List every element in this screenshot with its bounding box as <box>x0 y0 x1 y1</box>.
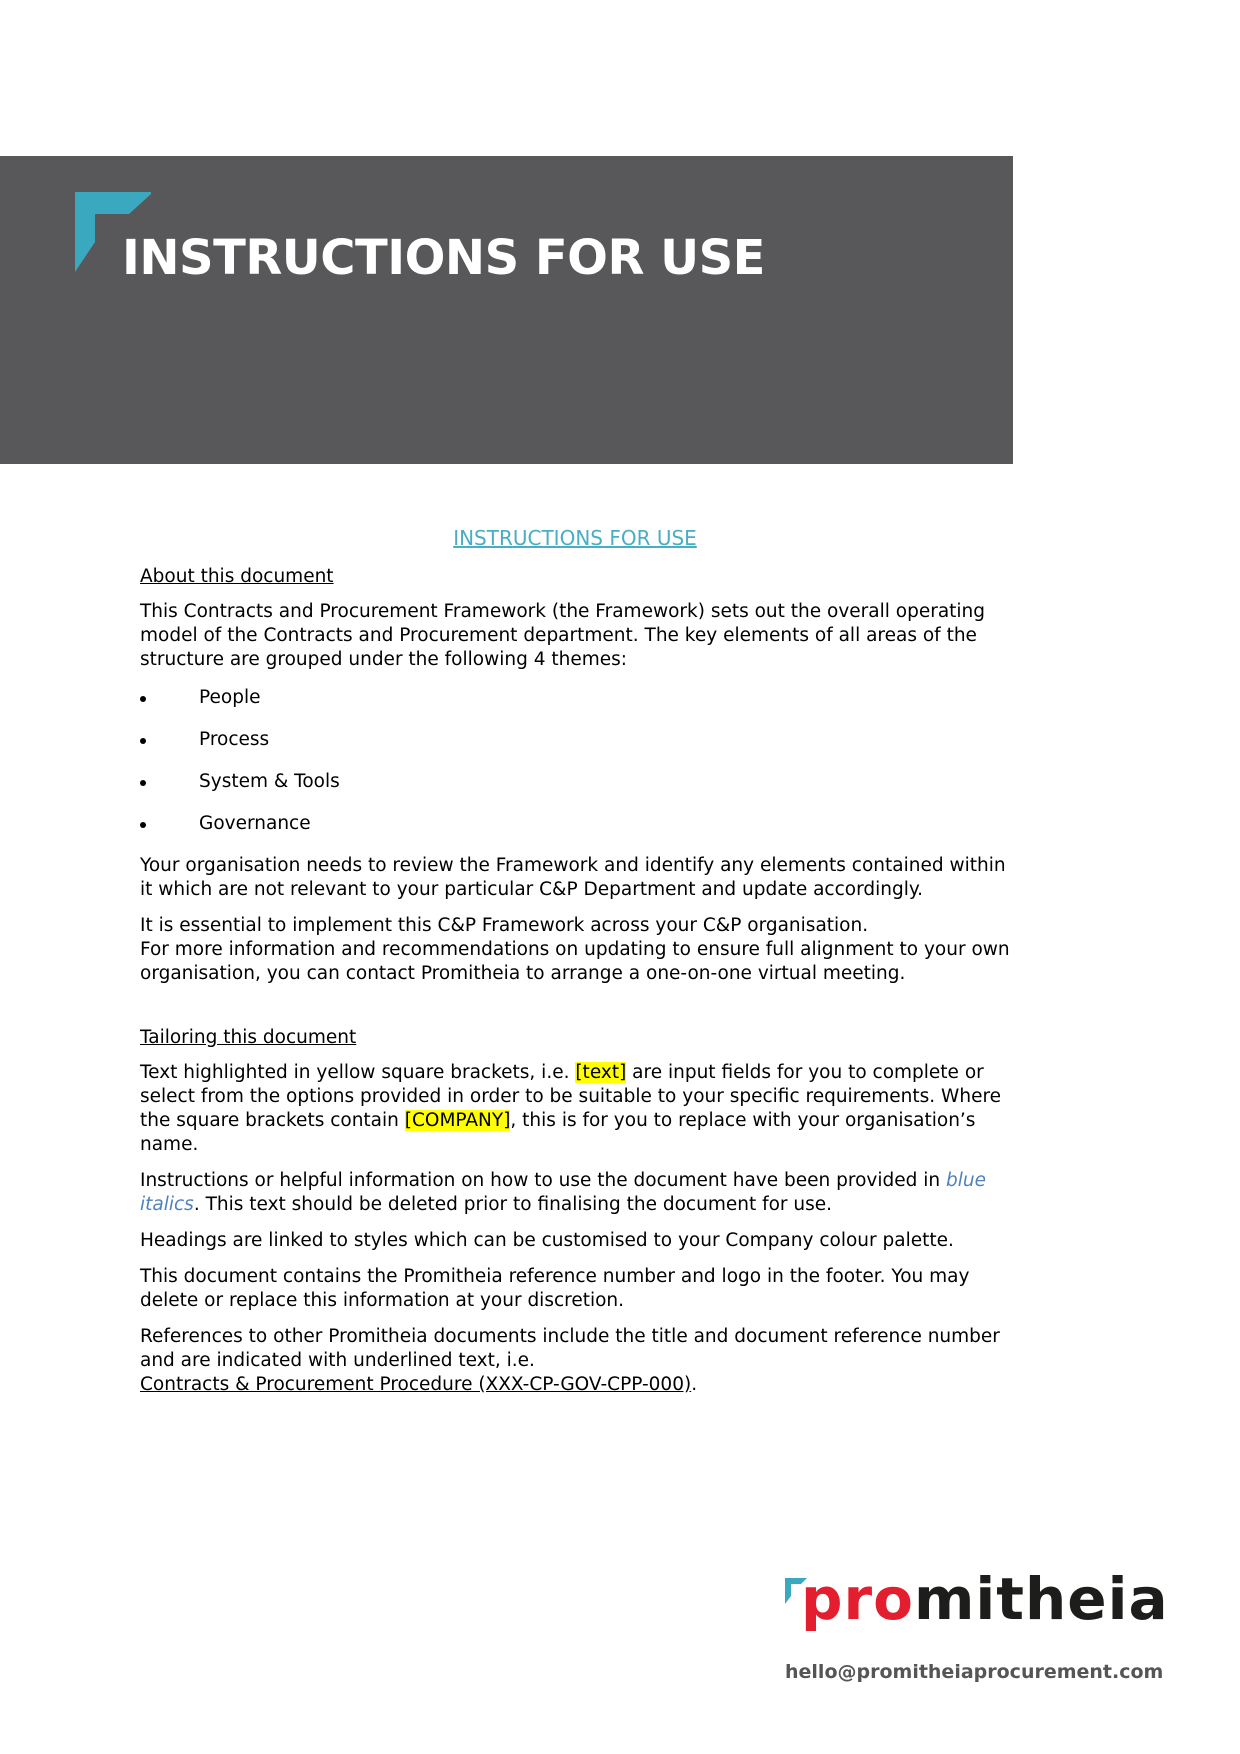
instructions-paragraph: Instructions or helpful information on how to use the document have been provided in blue italics. This text should be deleted prior to finalising the document for use. <box>140 1170 986 1215</box>
headings-paragraph: Headings are linked to styles which can be customised to your Company colour palette. <box>140 1230 954 1251</box>
list-item: People <box>140 686 1010 710</box>
text-field-example: [text] <box>575 1062 627 1083</box>
banner-title: INSTRUCTIONS FOR USE <box>122 230 765 286</box>
input-fields-paragraph: Text highlighted in yellow square brackets, i.e. [text] are input fields for you to complete or select from the options provided in order to be suitable to your specific requirements. Where the square brackets contain [COMPANY], this is for you to replace with your organisation’s name. <box>140 1062 1002 1155</box>
list-item: Process <box>140 728 1010 752</box>
list-item: Governance <box>140 812 1010 836</box>
logo-text-pro: pro <box>801 1565 914 1633</box>
footer-info-paragraph: This document contains the Promitheia reference number and logo in the footer. You may delete or replace this information at your discretion. <box>140 1266 970 1311</box>
bullet-icon <box>140 822 146 828</box>
references-paragraph: References to other Promitheia documents include the title and document reference number and are indicated with underlined text, i.e. Contracts & Procurement Procedure (XXX-CP-GOV-CPP-000). <box>140 1326 1000 1395</box>
section-title: INSTRUCTIONS FOR USE <box>453 526 697 550</box>
logo-text-mitheia: mitheia <box>913 1565 1169 1633</box>
document-body <box>140 526 1010 1409</box>
contact-email[interactable]: hello@promitheiaprocurement.com <box>785 1661 1164 1683</box>
bullet-icon <box>140 696 146 702</box>
review-paragraph: Your organisation needs to review the Framework and identify any elements contained within it which are not relevant to your particular C&P Department and update accordingly. <box>140 855 1006 900</box>
blue-italics-example: blue italics <box>140 1170 986 1215</box>
reference-link[interactable]: Contracts & Procurement Procedure (XXX-CP-GOV-CPP-000) <box>140 1374 692 1395</box>
promitheia-logo <box>785 1565 1169 1640</box>
about-intro: This Contracts and Procurement Framework (the Framework) sets out the overall operating model of the Contracts and Procurement department. The key elements of all areas of the structure are grouped under the following 4 themes: <box>140 601 986 670</box>
bullet-icon <box>140 738 146 744</box>
bullet-icon <box>140 780 146 786</box>
about-heading: About this document <box>140 566 334 587</box>
company-field-example: [COMPANY] <box>404 1110 511 1131</box>
list-item: System & Tools <box>140 770 1010 794</box>
tailoring-heading: Tailoring this document <box>140 1027 357 1048</box>
title-banner <box>0 156 1013 464</box>
implement-paragraph: It is essential to implement this C&P Framework across your C&P organisation. For more information and recommendations on updating to ensure full alignment to your own organisation, you can contact Promitheia to arrange a one-on-one virtual meeting. <box>140 915 1010 984</box>
themes-list <box>140 686 1010 836</box>
